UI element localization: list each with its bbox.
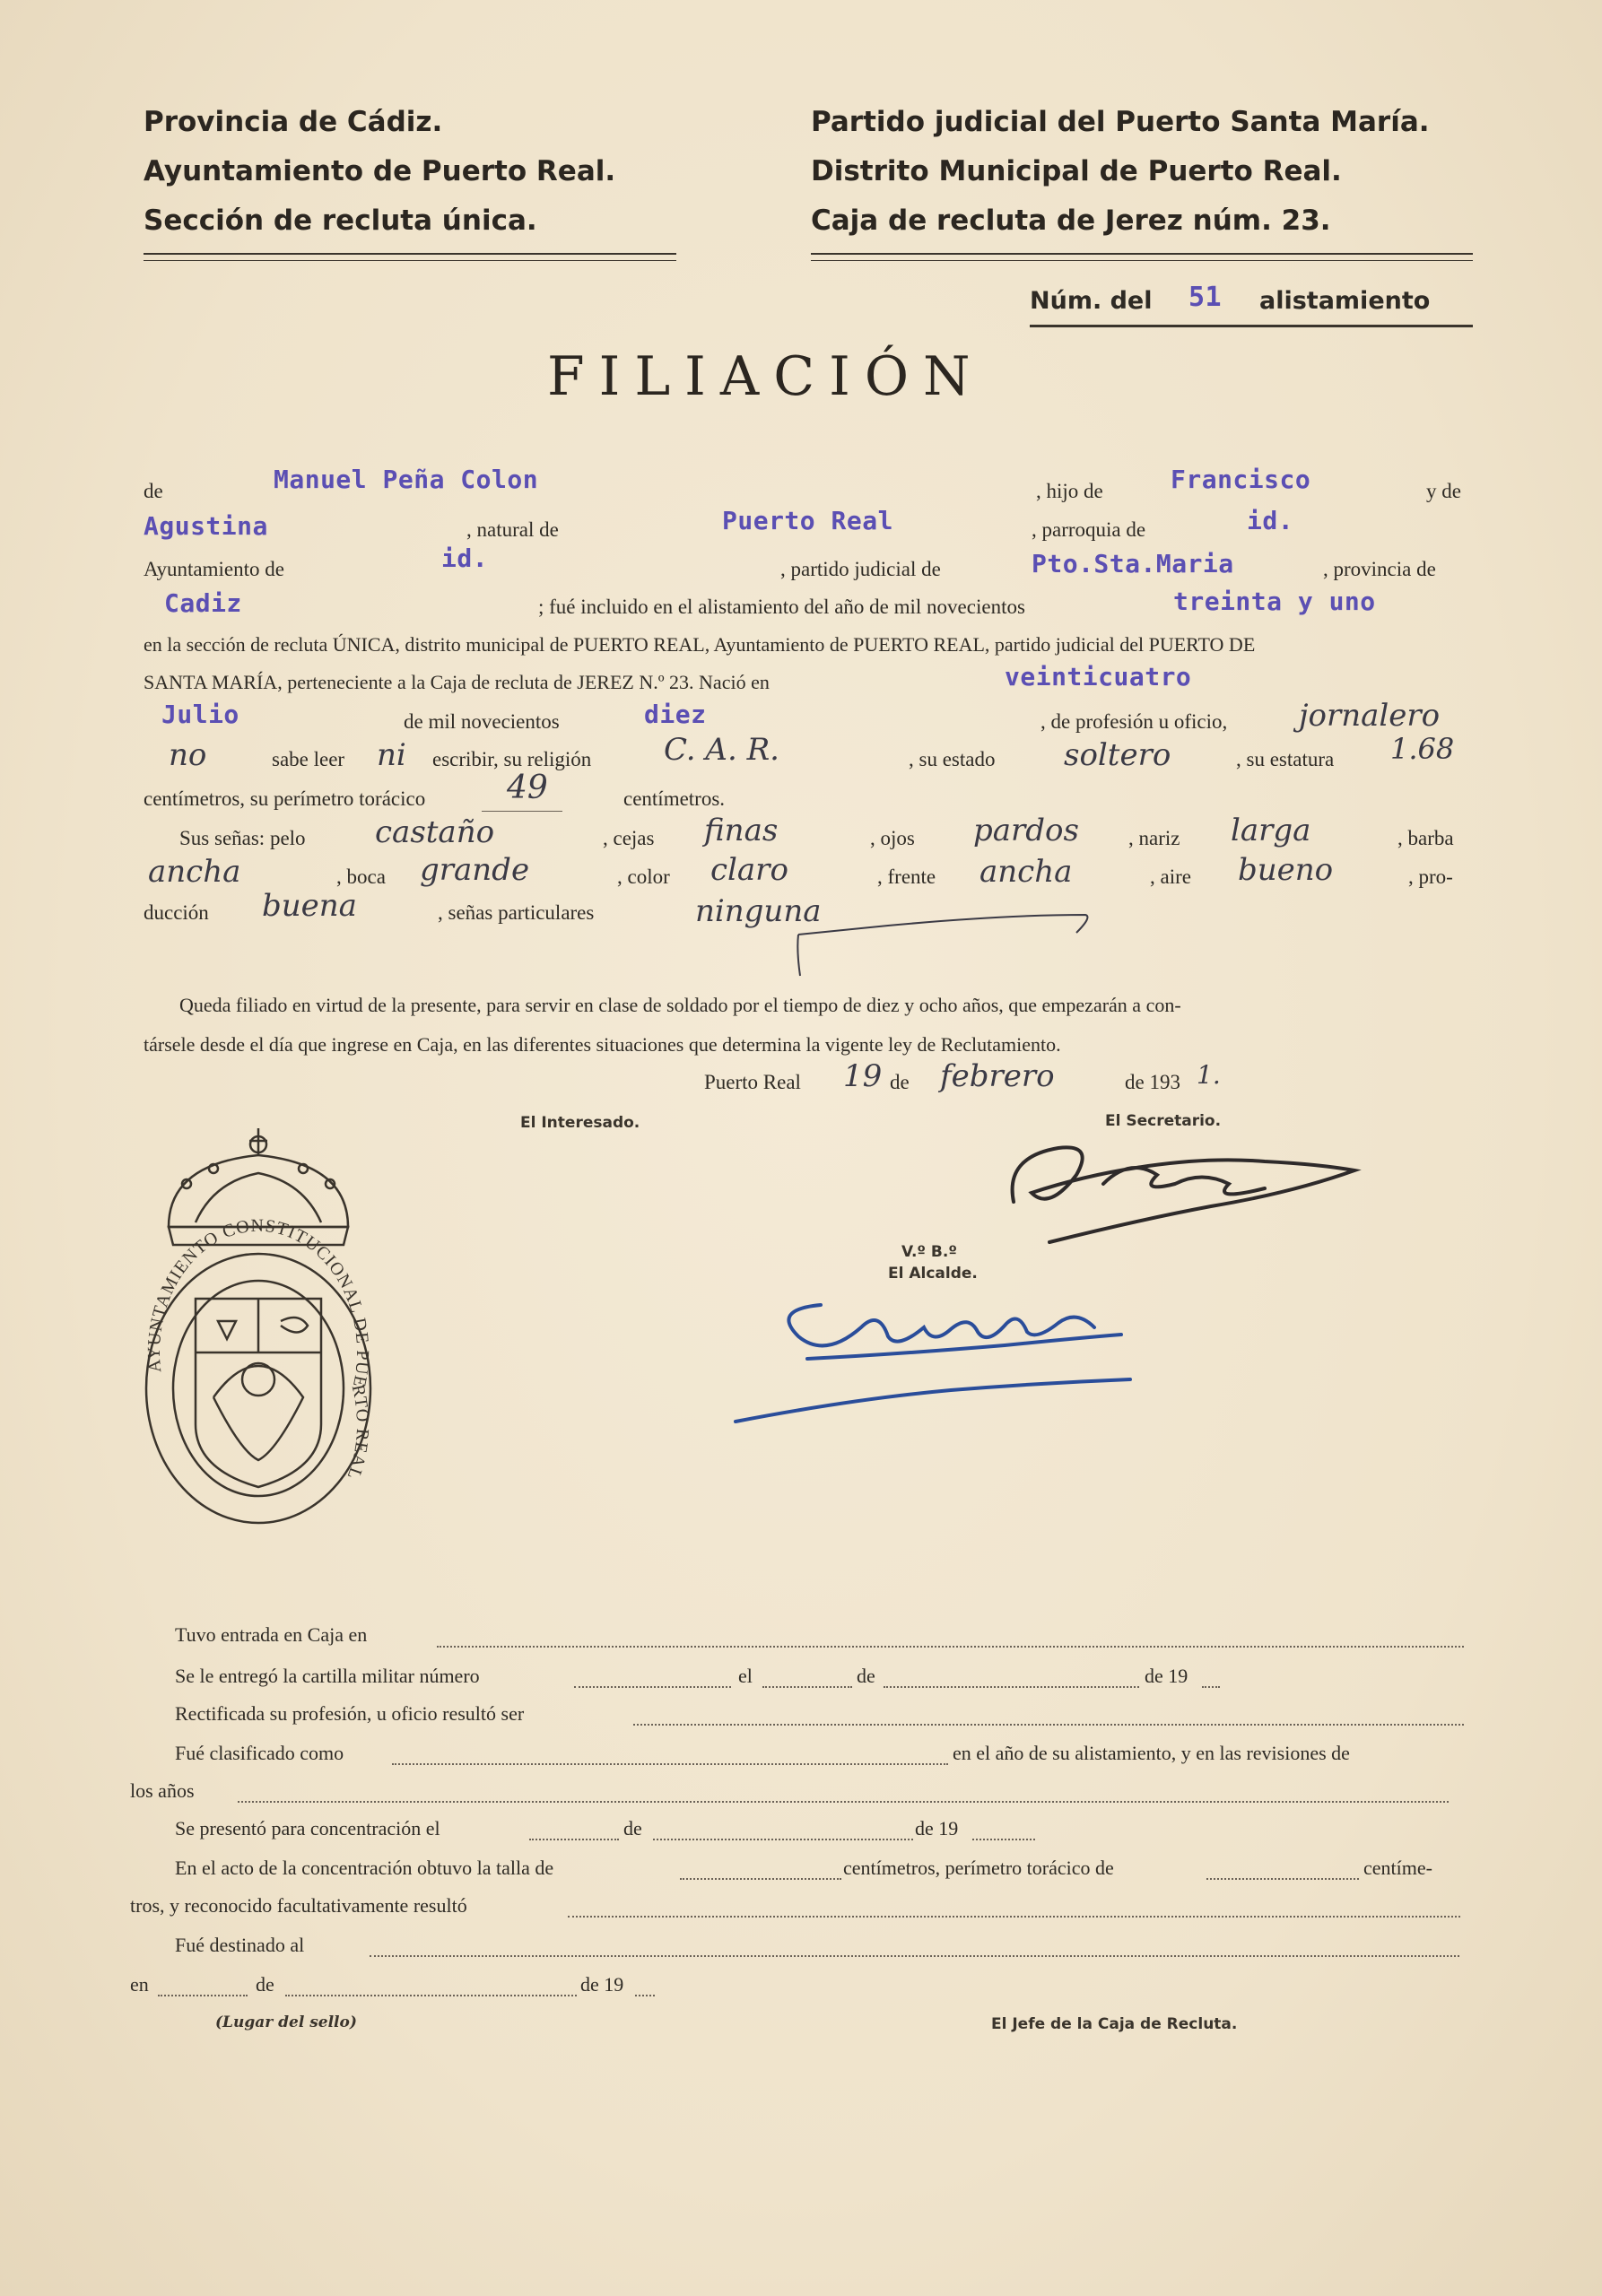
caja-destinado-line [370,1955,1459,1957]
dash-stroke [664,897,1112,978]
caja-en-year: de 19 [580,1973,624,1996]
label-escribir: escribir, su religión [432,748,592,770]
caja-entrada-label: Tuvo entrada en Caja en [175,1623,368,1646]
closing-line-2: társele desde el día que ingrese en Caja, en las diferentes situaciones que determina la vigente ley de Reclutamiento. [144,1033,1061,1056]
field-color: claro [710,852,788,888]
field-religion: C. A. R. [664,732,779,768]
label-aire: , aire [1150,865,1191,888]
label-pelo: Sus señas: pelo [179,827,306,849]
label-secretario: El Secretario. [1105,1112,1222,1130]
caja-cartilla-year-line [1202,1686,1220,1688]
field-nariz: larga [1231,813,1311,848]
date-de: de [890,1071,910,1093]
caja-anos-line [238,1801,1449,1803]
enlistment-suffix: alistamiento [1259,287,1431,315]
label-vb: V.º B.º [901,1243,957,1261]
label-interesado: El Interesado. [520,1114,640,1132]
field-boca: grande [420,852,530,888]
caja-torax-line [1206,1878,1359,1880]
caja-concentracion-label: Se presentó para concentración el [175,1817,440,1839]
enlistment-prefix: Núm. del [1030,287,1153,315]
field-senas-particulares: ninguna [695,893,822,929]
date-place: Puerto Real [704,1071,801,1093]
caja-profesion-line [633,1724,1464,1726]
alcalde-signature [718,1274,1148,1435]
label-de: de [144,480,163,502]
header-right-line-1: Partido judicial del Puerto Santa María. [811,106,1430,138]
caja-entrada-line [437,1646,1464,1648]
label-boca: , boca [336,865,386,888]
label-cejas: , cejas [603,827,655,849]
header-left-line-2: Ayuntamiento de Puerto Real. [144,155,616,187]
header-left-line-1: Provincia de Cádiz. [144,106,443,138]
label-su-estado: , su estado [909,748,996,770]
label-barba: , barba [1397,827,1454,849]
label-ayuntamiento-de: Ayuntamiento de [144,558,284,580]
closing-line-1: Queda filiado en virtud de la presente, para servir en clase de soldado por el tiempo de diez y ocho años, que empezarán a con- [179,994,1181,1016]
caja-en-line [158,1995,248,1996]
field-padre: Francisco [1171,465,1311,494]
label-ojos: , ojos [870,827,915,849]
caja-concentracion-de: de [623,1817,642,1839]
label-parroquia-de: , parroquia de [1032,518,1146,541]
label-partido-judicial-de: , partido judicial de [780,558,941,580]
caja-centime: centíme- [1363,1857,1432,1879]
caja-talla-label: En el acto de la concentración obtuvo la talla de [175,1857,554,1879]
date-month: febrero [940,1058,1055,1094]
caja-cartilla-label: Se le entregó la cartilla militar número [175,1665,480,1687]
field-estado: soltero [1064,737,1171,773]
date-year-digit: 1. [1197,1060,1221,1090]
caja-clasificado-line [392,1763,948,1765]
caja-en-year-line [635,1995,655,1996]
field-ojos: pardos [973,813,1079,848]
field-provincia: Cadiz [164,588,242,618]
caja-concentracion-de-line [653,1839,913,1840]
enlistment-number: 51 [1188,282,1223,313]
text-line-5: en la sección de recluta ÚNICA, distrito municipal de PUERTO REAL, Ayuntamiento de PUERTO REAL, partido judicial del PUERTO DE [144,633,1256,656]
label-senas-particulares: , señas particulares [438,901,595,924]
label-frente: , frente [877,865,936,888]
field-anio-alistamiento: treinta y uno [1173,587,1376,616]
date-day: 19 [843,1058,883,1094]
label-nariz: , nariz [1128,827,1180,849]
header-right-line-2: Distrito Municipal de Puerto Real. [811,155,1342,187]
document-title: FILIACIÓN [547,345,985,408]
perimetro-underline [482,811,562,812]
field-ayuntamiento: id. [441,544,489,573]
field-dia-nacimiento: veinticuatro [1005,662,1192,691]
field-anio-nacimiento: diez [644,700,707,729]
caja-cartilla-el-line [762,1686,852,1688]
caja-cartilla-el: el [738,1665,753,1687]
header-right-line-3: Caja de recluta de Jerez núm. 23. [811,204,1331,237]
field-estatura: 1.68 [1390,732,1455,766]
caja-profesion-label: Rectificada su profesión, u oficio resultó ser [175,1702,525,1725]
caja-reconocido-label: tros, y reconocido facultativamente resultó [130,1894,467,1917]
caja-concentracion-year: de 19 [915,1817,959,1839]
date-year-prefix: de 193 [1125,1071,1180,1093]
label-y-de: y de [1426,480,1461,502]
field-cejas: finas [704,813,779,848]
header-right-rule [811,253,1473,261]
label-jefe-caja: El Jefe de la Caja de Recluta. [991,2015,1238,2033]
seal-text: AYUNTAMIENTO CONSTITUCIONAL DE PUERTO REAL [144,1215,373,1483]
label-estatura: , su estatura [1236,748,1335,770]
field-frente: ancha [979,854,1073,890]
header-left-rule [144,253,676,261]
field-escribir: ni [377,737,406,773]
field-profesion: jornalero [1299,698,1441,734]
label-pro: , pro- [1408,865,1453,888]
municipal-seal [133,1128,384,1532]
caja-clasificado-rest: en el año de su alistamiento, y en las revisiones de [953,1742,1350,1764]
caja-clasificado-label: Fué clasificado como [175,1742,344,1764]
field-leer: no [169,737,207,773]
label-profesion: , de profesión u oficio, [1040,710,1228,733]
label-alcalde: El Alcalde. [888,1265,978,1283]
caja-talla-line [680,1878,841,1880]
label-perimetro: centímetros, su perímetro torácico [144,787,426,810]
text-line-6: SANTA MARÍA, perteneciente a la Caja de recluta de JEREZ N.º 23. Nació en [144,671,770,693]
header-left-line-3: Sección de recluta única. [144,204,537,237]
label-mil-novecientos: de mil novecientos [404,710,560,733]
caja-concentracion-line [529,1839,619,1840]
field-barba: ancha [148,854,241,890]
caja-en-de: de [256,1973,274,1996]
label-incluido: ; fué incluido en el alistamiento del año de mil novecientos [538,596,1025,618]
field-mes-nacimiento: Julio [161,700,239,729]
field-perimetro: 49 [507,770,548,806]
label-color: , color [617,865,670,888]
enlistment-rule [1030,325,1473,327]
label-hijo-de: , hijo de [1036,480,1103,502]
caja-cartilla-line [574,1686,731,1688]
label-produccion: ducción [144,901,209,924]
label-lugar-sello: (Lugar del sello) [215,2013,357,2031]
field-pelo: castaño [375,814,495,850]
caja-en-label: en [130,1973,149,1996]
secretario-signature [996,1121,1372,1256]
field-nombre: Manuel Peña Colon [274,465,539,494]
caja-cartilla-de: de [857,1665,875,1687]
field-partido: Pto.Sta.Maria [1032,549,1234,578]
field-madre: Agustina [144,511,268,541]
caja-cartilla-de-line [884,1686,1139,1688]
label-natural-de: , natural de [466,518,559,541]
caja-destinado-label: Fué destinado al [175,1934,305,1956]
field-produccion: buena [262,888,357,924]
field-aire: bueno [1238,852,1334,888]
label-sabe-leer: sabe leer [272,748,345,770]
caja-concentracion-year-line [972,1839,1035,1840]
caja-en-de-line [285,1995,577,1996]
label-centimetros: centímetros. [623,787,726,810]
caja-reconocido-line [568,1916,1460,1918]
caja-cartilla-year: de 19 [1145,1665,1188,1687]
caja-torax-label: centímetros, perímetro torácico de [843,1857,1114,1879]
caja-anos-label: los años [130,1779,195,1802]
field-parroquia: id. [1247,506,1294,535]
label-provincia-de: , provincia de [1323,558,1436,580]
field-natural: Puerto Real [722,506,893,535]
